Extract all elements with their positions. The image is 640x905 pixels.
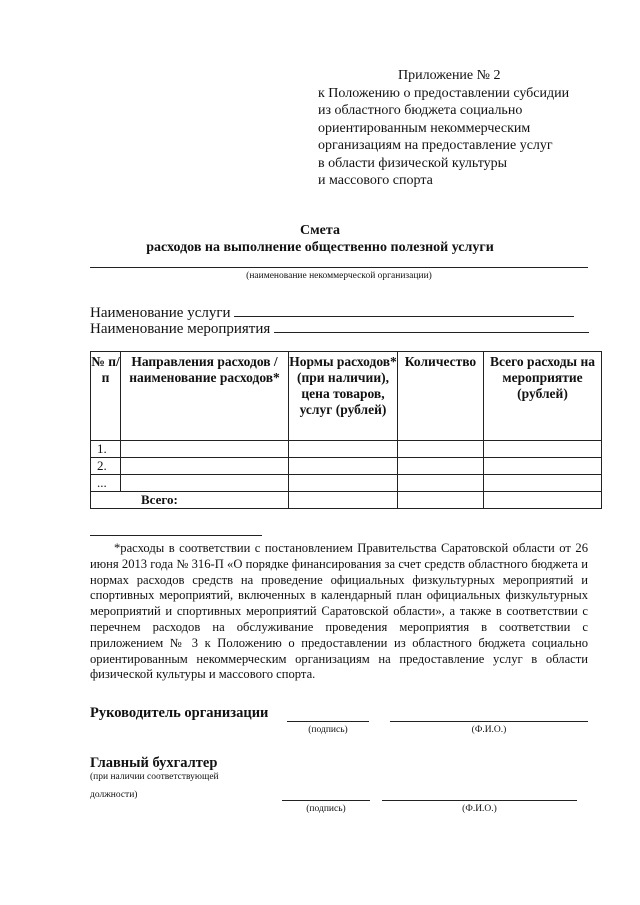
col-header-direction: Направления расходов / наименование расходов*	[121, 352, 289, 441]
footnote-text: *расходы в соответствии с постановлением Правительства Саратовской области от 26 июня 2013 года № 316-П «О порядке финансирования за счет средств областного бюджета и нормах расходов средств на проведение официальных физкультурных мероприятий и спортивных мероприятий, включенных в календарный план официальных физкультурных мероприятий и спортивных мероприятий Саратовской области», а также в соответствии с перечнем расходов на обслуживание проведения мероприятия в соответствии с приложением № 3 к Положению о предоставлении из областного бюджета социально ориентированным некоммерческим организациям на предоставление услуг в области физической культуры и массового спорта.	[90, 541, 588, 682]
col-header-norms: Нормы расходов* (при наличии), цена товаров, услуг (рублей)	[289, 352, 398, 441]
table-cell	[121, 475, 289, 492]
table-cell	[121, 441, 289, 458]
service-name-label: Наименование услуги	[90, 305, 231, 321]
event-name-row	[90, 319, 589, 338]
accountant-name-line	[382, 800, 577, 801]
table-cell	[289, 441, 398, 458]
appendix-title: Приложение № 2	[398, 68, 501, 83]
col-header-quantity: Количество	[398, 352, 484, 441]
organization-name-line	[90, 267, 588, 268]
appendix-line: к Положению о предоставлении субсидии	[318, 85, 570, 101]
appendix-line: из областного бюджета социально	[318, 103, 523, 118]
table-cell	[398, 475, 484, 492]
appendix-line: ориентированным некоммерческим	[318, 120, 531, 136]
table-header-row	[91, 352, 602, 441]
row-number: 1.	[91, 441, 121, 458]
table-row	[91, 458, 602, 475]
table-cell	[121, 458, 289, 475]
col-header-number: № п/п	[91, 352, 121, 441]
row-number: ...	[91, 475, 121, 492]
accountant-signature-line	[282, 800, 370, 801]
appendix-line: в области физической культуры	[318, 155, 508, 171]
accountant-name-caption: (Ф.И.О.)	[462, 804, 497, 814]
appendix-line: организациям на предоставление услуг	[318, 138, 553, 153]
expense-table	[90, 351, 602, 509]
table-cell	[289, 492, 398, 509]
head-name-caption: (Ф.И.О.)	[471, 725, 507, 735]
table-row	[91, 441, 602, 458]
accountant-note: должности)	[90, 790, 138, 800]
table-total-row	[91, 492, 602, 509]
table-cell	[398, 441, 484, 458]
accountant-signature-caption: (подпись)	[306, 804, 346, 814]
head-of-organization-label: Руководитель организации	[90, 705, 269, 721]
event-name-blank	[274, 319, 589, 333]
head-name-line	[390, 721, 588, 722]
chief-accountant-label: Главный бухгалтер	[90, 755, 218, 771]
accountant-note: (при наличии соответствующей	[90, 772, 219, 782]
footnote-separator	[90, 535, 262, 536]
table-cell	[289, 475, 398, 492]
table-cell	[484, 492, 602, 509]
head-signature-line	[287, 721, 369, 722]
document-subtitle: расходов на выполнение общественно полезной услуги	[146, 240, 494, 255]
event-name-label: Наименование мероприятия	[90, 321, 271, 337]
row-number: 2.	[91, 458, 121, 475]
table-cell	[398, 492, 484, 509]
appendix-block	[318, 67, 608, 190]
table-cell	[484, 441, 602, 458]
appendix-line: и массового спорта	[318, 173, 433, 188]
col-header-total: Всего расходы на мероприятие (рублей)	[484, 352, 602, 441]
head-signature-caption: (подпись)	[308, 725, 348, 735]
total-label: Всего:	[91, 492, 289, 509]
table-cell	[289, 458, 398, 475]
table-row	[91, 475, 602, 492]
table-cell	[484, 475, 602, 492]
organization-caption: (наименование некоммерческой организации)	[246, 271, 432, 281]
document-title: Смета	[300, 223, 340, 238]
table-cell	[484, 458, 602, 475]
service-name-blank	[234, 303, 574, 317]
table-cell	[398, 458, 484, 475]
